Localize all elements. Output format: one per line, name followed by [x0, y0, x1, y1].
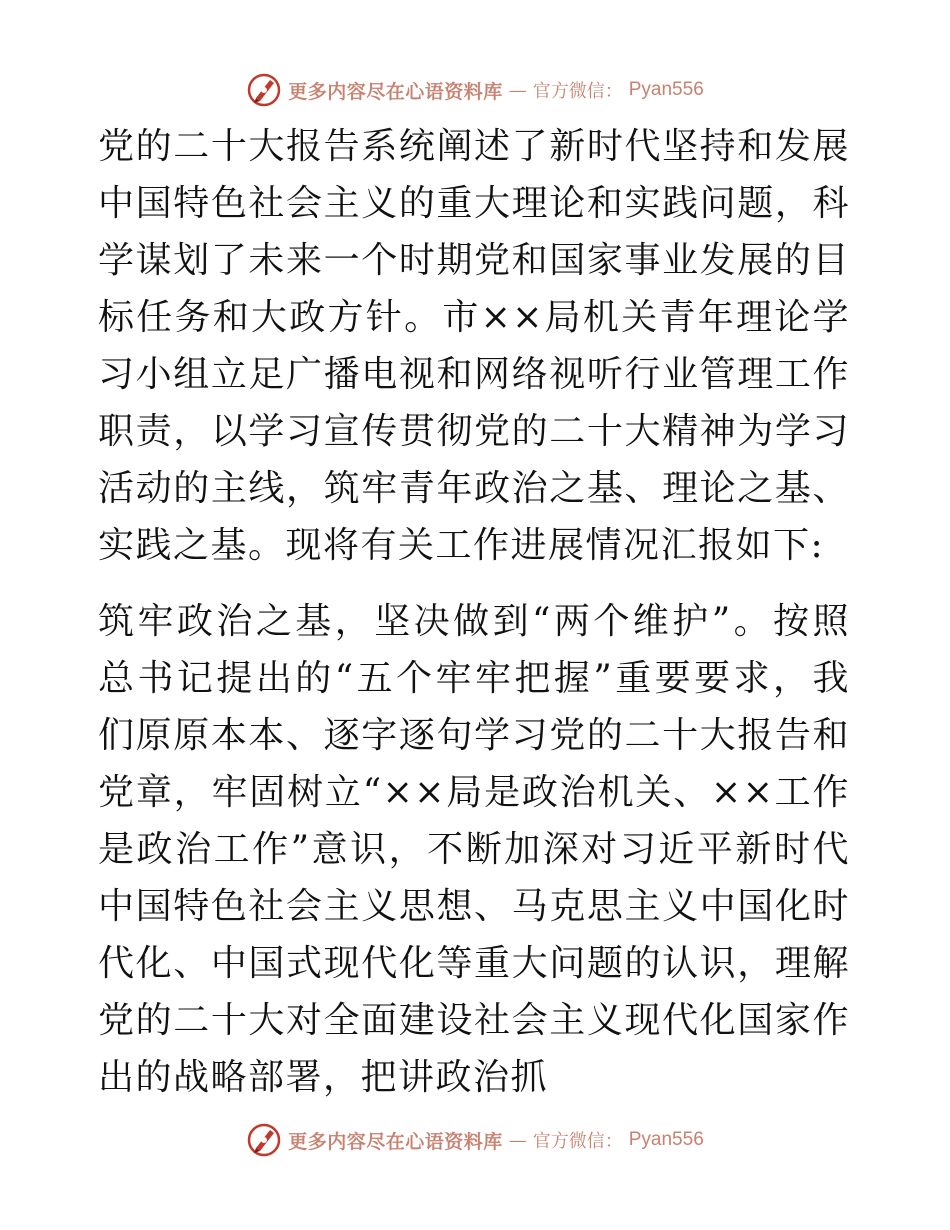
pen-logo-icon [246, 1122, 282, 1158]
watermark-wechat-id: Pyan556 [628, 79, 704, 100]
watermark-official: 官方微信： [532, 81, 623, 102]
watermark-brand: 更多内容尽在心语资料库 [288, 80, 503, 103]
paragraph-political-foundation: 筑牢政治之基，坚决做到“两个维护”。按照总书记提出的“五个牢牢把握”重要要求，我们原原本本、逐字逐句学习党的二十大报告和党章，牢固树立“××局是政治机关、××工作是政治工作”意识，不断加深对习近平新时代中国特色社会主义思想、马克思主义中国化时代化、中国式现代化等重大问题的认识，理解党的二十大对全面建设社会主义现代化国家作出的战略部署，把讲政治抓 [98, 601, 850, 1098]
watermark-dash: — [508, 1129, 527, 1151]
document-body [98, 118, 850, 1106]
paragraph-intro: 党的二十大报告系统阐述了新时代坚持和发展中国特色社会主义的重大理论和实践问题，科学谋划了未来一个时期党和国家事业发展的目标任务和大政方针。市××局机关青年理论学习小组立足广播电视和网络视听行业管理工作职责，以学习宣传贯彻党的二十大精神为学习活动的主线，筑牢青年政治之基、理论之基、实践之基。现将有关工作进展情况汇报如下: [98, 126, 850, 566]
watermark-dash: — [508, 79, 527, 101]
watermark-official: 官方微信： [532, 1131, 623, 1152]
watermark-brand: 更多内容尽在心语资料库 [288, 1130, 503, 1153]
footer-watermark [0, 1120, 950, 1160]
header-watermark [0, 70, 950, 110]
watermark-wechat-id: Pyan556 [628, 1129, 704, 1150]
pen-logo-icon [246, 72, 282, 108]
